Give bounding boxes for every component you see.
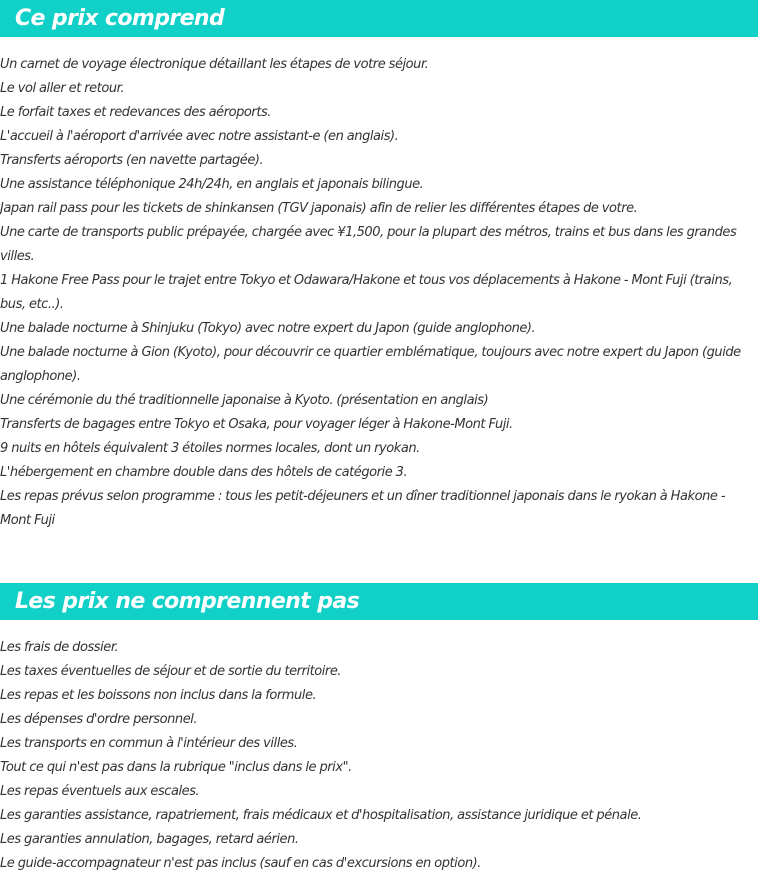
list-item: Une balade nocturne à Gion (Kyoto), pour découvrir ce quartier emblématique, toujours avec notre expert du Japon (guide anglophone). xyxy=(0,345,741,384)
list-item: 9 nuits en hôtels équivalent 3 étoiles normes locales, dont un ryokan. xyxy=(0,441,420,456)
included-items-list xyxy=(0,53,758,533)
list-item: Les garanties annulation, bagages, retard aérien. xyxy=(0,832,299,847)
excluded-items-list xyxy=(0,636,758,876)
list-item: Les repas éventuels aux escales. xyxy=(0,784,200,799)
list-item: Les frais de dossier. xyxy=(0,640,119,655)
list-item: Les dépenses d'ordre personnel. xyxy=(0,712,198,727)
list-item: Transferts de bagages entre Tokyo et Osaka, pour voyager léger à Hakone-Mont Fuji. xyxy=(0,417,513,432)
included-section-title: Ce prix comprend xyxy=(0,0,758,37)
list-item: Les transports en commun à l'intérieur des villes. xyxy=(0,736,298,751)
list-item: L'hébergement en chambre double dans des hôtels de catégorie 3. xyxy=(0,465,408,480)
list-item: Le forfait taxes et redevances des aéroports. xyxy=(0,105,271,120)
list-item: Une assistance téléphonique 24h/24h, en anglais et japonais bilingue. xyxy=(0,177,424,192)
list-item: 1 Hakone Free Pass pour le trajet entre Tokyo et Odawara/Hakone et tous vos déplacements à Hakone - Mont Fuji (trains, bus, etc..). xyxy=(0,273,733,312)
list-item: Transferts aéroports (en navette partagée). xyxy=(0,153,264,168)
list-item: Un carnet de voyage électronique détaillant les étapes de votre séjour. xyxy=(0,57,429,72)
list-item: Les repas prévus selon programme : tous les petit-déjeuners et un dîner traditionnel japonais dans le ryokan à Hakone - Mont Fuji xyxy=(0,489,726,528)
list-item: Les taxes éventuelles de séjour et de sortie du territoire. xyxy=(0,664,342,679)
list-item: Japan rail pass pour les tickets de shinkansen (TGV japonais) afin de relier les différentes étapes de votre. xyxy=(0,201,638,216)
list-item: Le vol aller et retour. xyxy=(0,81,125,96)
list-item: Tout ce qui n'est pas dans la rubrique "inclus dans le prix". xyxy=(0,760,352,775)
list-item: Une carte de transports public prépayée, chargée avec ¥1,500, pour la plupart des métros, trains et bus dans les grandes villes. xyxy=(0,225,737,264)
list-item: Une balade nocturne à Shinjuku (Tokyo) avec notre expert du Japon (guide anglophone). xyxy=(0,321,536,336)
list-item: L'accueil à l'aéroport d'arrivée avec notre assistant-e (en anglais). xyxy=(0,129,399,144)
list-item: Les repas et les boissons non inclus dans la formule. xyxy=(0,688,317,703)
excluded-section-title: Les prix ne comprennent pas xyxy=(0,583,758,620)
list-item: Une cérémonie du thé traditionnelle japonaise à Kyoto. (présentation en anglais) xyxy=(0,393,489,408)
list-item: Les garanties assistance, rapatriement, frais médicaux et d'hospitalisation, assistance juridique et pénale. xyxy=(0,808,642,823)
list-item: Le guide-accompagnateur n'est pas inclus (sauf en cas d'excursions en option). xyxy=(0,856,481,871)
